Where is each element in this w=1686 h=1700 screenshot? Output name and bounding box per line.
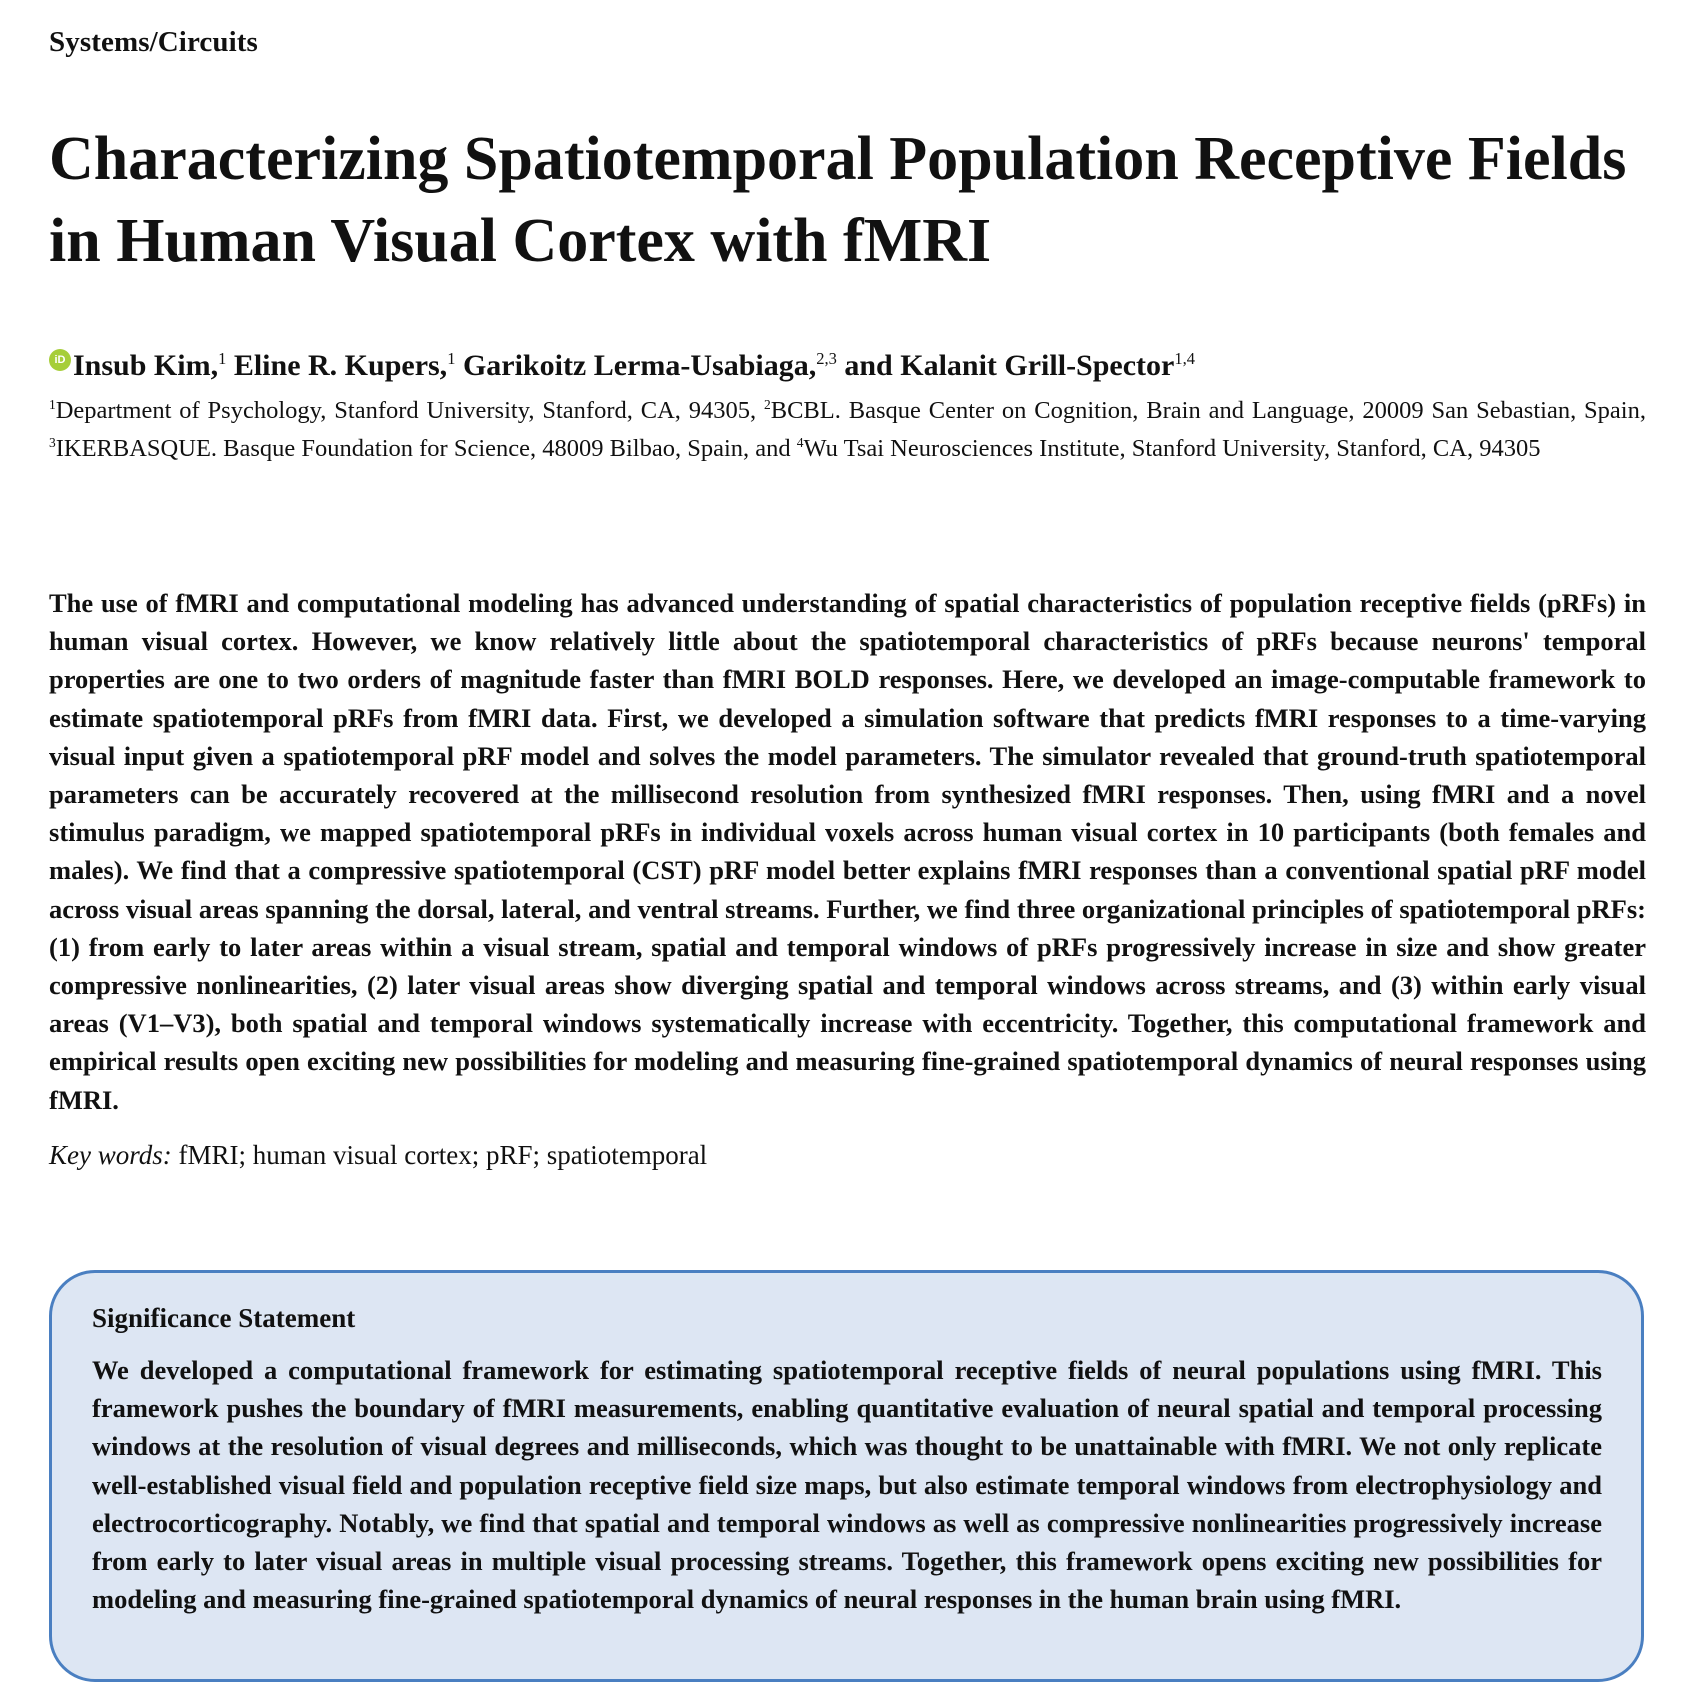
author-name: Insub Kim, xyxy=(73,349,219,382)
author-affiliation-mark: 1 xyxy=(218,349,227,368)
keywords-label: Key words: xyxy=(49,1140,172,1170)
affiliation-text: Department of Psychology, Stanford University, Stanford, CA, 94305, xyxy=(55,397,765,424)
author-list xyxy=(49,346,1649,386)
affiliation-mark: 4 xyxy=(796,434,804,450)
orcid-icon[interactable]: iD xyxy=(49,349,71,371)
significance-title: Significance Statement xyxy=(92,1303,356,1333)
affiliations xyxy=(49,392,1646,468)
author-name: and Kalanit Grill-Spector xyxy=(844,349,1175,382)
author-affiliation-mark: 1 xyxy=(447,349,456,368)
affiliation-mark: 1 xyxy=(49,396,56,412)
author-name: Eline R. Kupers, xyxy=(233,349,448,382)
section-label: Systems/Circuits xyxy=(49,26,258,58)
affiliation-text: Wu Tsai Neurosciences Institute, Stanford University, Stanford, CA, 94305 xyxy=(803,435,1541,462)
author-name: Garikoitz Lerma-Usabiaga, xyxy=(462,349,817,382)
affiliation-mark: 2 xyxy=(764,396,771,412)
affiliation-text: IKERBASQUE. Basque Foundation for Science, 48009 Bilbao, Spain, and xyxy=(55,435,797,462)
title-line-2: in Human Visual Cortex with fMRI xyxy=(49,207,992,275)
affiliation-mark: 3 xyxy=(49,434,56,450)
affiliation-text: BCBL. Basque Center on Cognition, Brain and Language, 20009 San Sebastian, Spain, xyxy=(770,397,1646,424)
keywords-list: fMRI; human visual cortex; pRF; spatiotemporal xyxy=(171,1140,708,1170)
abstract: The use of fMRI and computational modeling has advanced understanding of spatial characteristics of population receptive fields (pRFs) in human visual cortex. However, we know relatively little about the spatiotemporal characteristics of pRFs because neurons' temporal properties are one to two orders of magnitude faster than fMRI BOLD responses. Here, we developed an image-computable framework to estimate spatiotemporal pRFs from fMRI data. First, we developed a simulation software that predicts fMRI responses to a time-varying visual input given a spatiotemporal pRF model and solves the model parameters. The simulator revealed that ground-truth spatiotemporal parameters can be accurately recovered at the millisecond resolution from synthesized fMRI responses. Then, using fMRI and a novel stimulus paradigm, we mapped spatiotemporal pRFs in individual voxels across human visual cortex in 10 participants (both females and males). We find that a compressive spatiotemporal (CST) pRF model better explains fMRI responses than a conventional spatial pRF model across visual areas spanning the dorsal, lateral, and ventral streams. Further, we find three organizational principles of spatiotemporal pRFs: (1) from early to later areas within a visual stream, spatial and temporal windows of pRFs progressively increase in size and show greater compressive nonlinearities, (2) later visual areas show diverging spatial and temporal windows across streams, and (3) within early visual areas (V1–V3), both spatial and temporal windows systematically increase with eccentricity. Together, this computational framework and empirical results open exciting new possibilities for modeling and measuring fine-grained spatiotemporal dynamics of neural responses using fMRI. xyxy=(49,588,1646,1115)
significance-statement-box xyxy=(49,1270,1644,1682)
author-affiliation-mark: 2,3 xyxy=(816,349,837,368)
title-line-1: Characterizing Spatiotemporal Population Receptive Fields xyxy=(49,125,1627,193)
paper-title xyxy=(49,118,1649,282)
keywords xyxy=(49,1136,1646,1174)
significance-text: We developed a computational framework for estimating spatiotemporal receptive fields of neural populations using fMRI. This framework pushes the boundary of fMRI measurements, enabling quantitative evaluation of neural spatial and temporal processing windows at the resolution of visual degrees and milliseconds, which was thought to be unattainable with fMRI. We not only replicate well-established visual field and population receptive field size maps, but also estimate temporal windows from electrophysiology and electrocorticography. Notably, we find that spatial and temporal windows as well as compressive nonlinearities progressively increase from early to later visual areas in multiple visual processing streams. Together, this framework opens exciting new possibilities for modeling and measuring fine-grained spatiotemporal dynamics of neural responses in the human brain using fMRI. xyxy=(92,1355,1602,1615)
author-affiliation-mark: 1,4 xyxy=(1174,349,1195,368)
